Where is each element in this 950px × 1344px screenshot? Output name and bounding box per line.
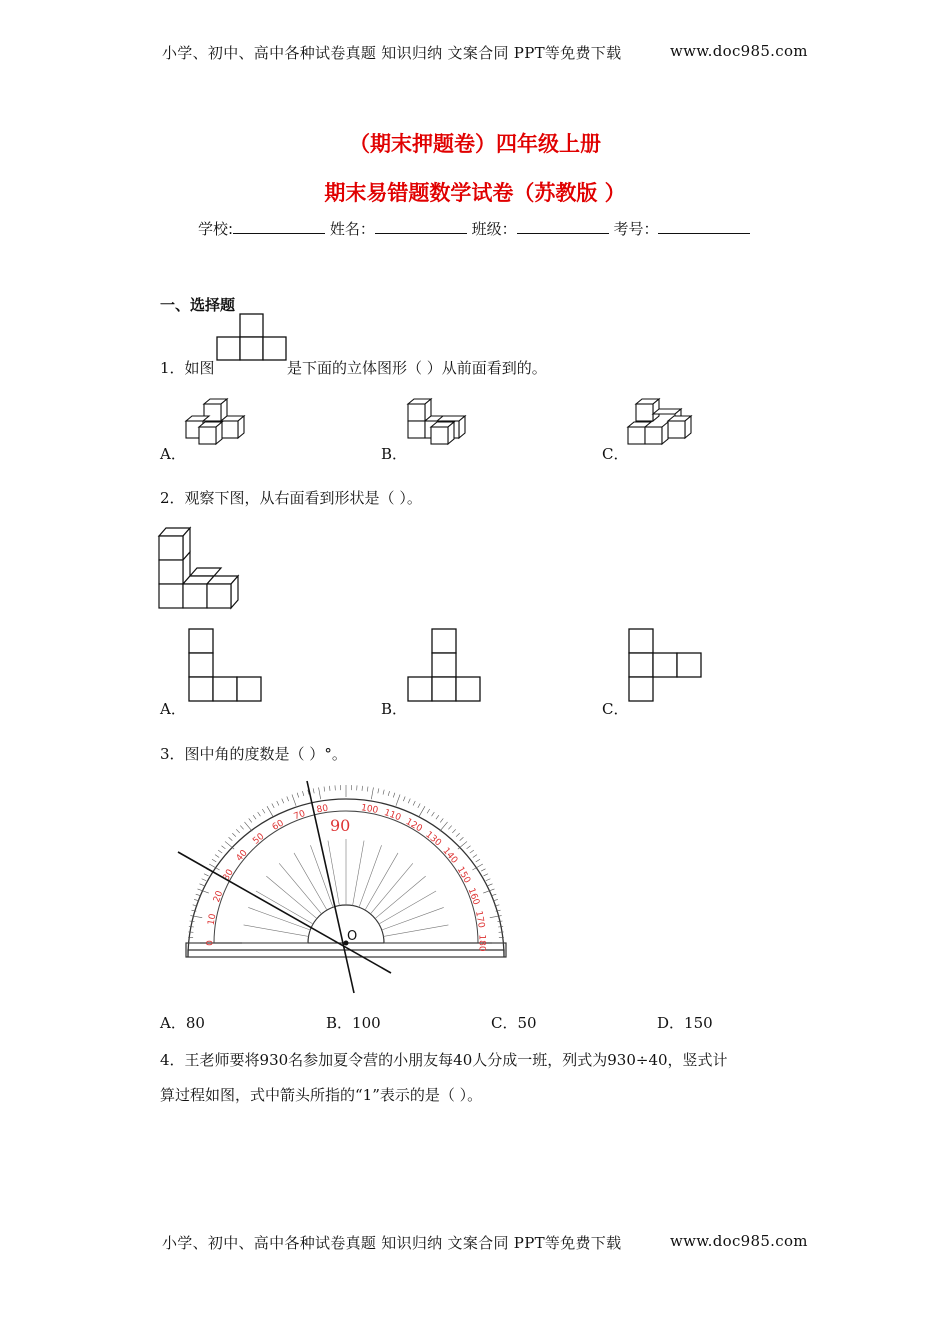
protractor-tick	[460, 837, 464, 840]
protractor-tick	[267, 806, 273, 816]
protractor-tick	[488, 884, 493, 886]
protractor-tick	[476, 859, 480, 862]
footer-site-link[interactable]: www.doc985.com	[670, 1232, 808, 1250]
protractor-scale-label: 150	[454, 865, 472, 886]
protractor-radial-line	[383, 925, 448, 936]
name-label: 姓名：	[329, 220, 375, 238]
page-title-line2: 期末易错题数学试卷（苏教版 ）	[324, 181, 626, 205]
number-blank[interactable]	[658, 219, 750, 234]
q4-line1: 4．王老师要将930名参加夏令营的小朋友每40人分成一班，列式为930÷40，竖式计	[160, 1051, 728, 1069]
protractor-scale-label: 180	[476, 934, 487, 952]
protractor-radial-line	[365, 853, 398, 910]
protractor-tick	[329, 786, 330, 791]
q4-line2: 算过程如图，式中箭头所指的“1”表示的是（ ）。	[160, 1086, 483, 1104]
protractor-tick	[436, 815, 439, 819]
protractor-tick	[221, 846, 225, 849]
q3-option-b[interactable]: B．100	[326, 1014, 381, 1032]
q1-front-view-figure	[217, 313, 287, 361]
protractor-radial-line	[353, 841, 364, 906]
protractor-tick	[473, 855, 477, 858]
protractor-tick	[319, 787, 321, 799]
protractor-tick	[393, 793, 395, 798]
q3-option-d[interactable]: D．150	[657, 1014, 713, 1032]
protractor-tick	[367, 787, 368, 792]
protractor-scale-label: 110	[382, 808, 403, 824]
protractor-tick	[313, 788, 314, 793]
school-label: 学校:	[198, 220, 234, 238]
protractor-scale-label: 170	[473, 910, 486, 929]
protractor-radial-line	[266, 876, 317, 918]
protractor-scale-label: 130	[423, 829, 443, 849]
protractor-scale-label: 0	[205, 940, 216, 946]
q3-text: 3．图中角的度数是（ ）°。	[160, 745, 347, 763]
protractor-tick	[486, 879, 491, 881]
protractor-scale-label: 120	[403, 817, 424, 835]
protractor-tick	[427, 809, 430, 813]
q1-option-c[interactable]: C．	[602, 445, 629, 463]
protractor-radial-line	[294, 853, 327, 910]
protractor-radial-line	[359, 845, 382, 907]
protractor-tick	[196, 894, 201, 896]
protractor-tick	[498, 926, 503, 927]
protractor-scale-label: 70	[292, 809, 307, 823]
protractor-tick	[302, 791, 303, 796]
protractor-tick	[419, 806, 425, 816]
student-info-fields	[198, 218, 750, 239]
protractor-tick	[190, 916, 202, 918]
q1-suffix: 是下面的立体图形（ ）从前面看到的。	[287, 359, 547, 377]
q1-prefix: 1．如图	[160, 359, 215, 377]
q1-option-a[interactable]: A．	[160, 445, 186, 463]
header-text: 小学、初中、高中各种试卷真题 知识归纳 文案合同 PPT等免费下载	[162, 44, 622, 62]
protractor-tick	[277, 801, 279, 805]
protractor-center-arc	[308, 905, 384, 943]
q1-option-b-cubes	[407, 398, 469, 448]
protractor-tick	[292, 795, 296, 806]
page-title-line1: （期末押题卷）四年级上册	[349, 132, 601, 156]
protractor-tick	[396, 795, 400, 806]
protractor-tick	[388, 791, 389, 796]
protractor-scale-label: 60	[270, 818, 286, 833]
q3-option-c[interactable]: C．50	[491, 1014, 537, 1032]
q2-option-a[interactable]: A．	[160, 700, 186, 718]
q1-option-b[interactable]: B．	[381, 445, 408, 463]
protractor-tick	[498, 921, 503, 922]
protractor-tick	[408, 799, 410, 804]
name-blank[interactable]	[375, 219, 467, 234]
q2-option-b[interactable]: B．	[381, 700, 408, 718]
protractor-tick	[440, 818, 443, 822]
protractor-tick	[258, 812, 261, 816]
protractor-tick	[403, 797, 405, 802]
q2-option-a-view	[188, 628, 264, 704]
header-site-link[interactable]: www.doc985.com	[670, 42, 808, 60]
q2-option-b-view	[407, 628, 483, 704]
protractor-radial-line	[279, 863, 321, 914]
protractor-tick	[432, 812, 435, 816]
protractor-radial-line	[375, 876, 426, 918]
protractor-tick	[262, 809, 265, 813]
protractor-tick	[467, 846, 471, 849]
protractor-tick	[240, 826, 243, 830]
class-label: 班级：	[471, 220, 517, 238]
protractor-radial-line	[370, 863, 412, 914]
protractor-scale-label: 160	[465, 886, 481, 907]
protractor-tick	[484, 874, 488, 876]
protractor-tick	[413, 801, 415, 805]
angle-ray-top	[307, 781, 354, 993]
protractor-radial-line	[382, 907, 444, 930]
protractor-radial-line	[248, 907, 310, 930]
protractor-scale-label: 80	[315, 803, 329, 816]
protractor-tick	[362, 786, 363, 791]
protractor-tick	[481, 869, 485, 871]
q2-option-c-view	[628, 628, 704, 704]
protractor-tick	[448, 826, 451, 830]
protractor-tick	[458, 841, 467, 849]
protractor-tick	[371, 787, 373, 799]
protractor-tick	[456, 833, 460, 836]
protractor-tick	[202, 879, 207, 881]
protractor-tick	[418, 803, 420, 807]
protractor-tick	[244, 822, 252, 831]
protractor-tick	[190, 921, 195, 922]
protractor-tick	[378, 788, 379, 793]
number-label: 考号：	[613, 220, 659, 238]
protractor-tick	[212, 859, 216, 862]
protractor-tick	[189, 926, 194, 927]
protractor-tick	[249, 818, 252, 822]
protractor-tick	[225, 841, 234, 849]
q3-option-a[interactable]: A．80	[160, 1014, 205, 1032]
protractor-radial-line	[379, 891, 436, 924]
protractor-tick	[253, 815, 256, 819]
protractor-tick	[229, 837, 233, 840]
class-blank[interactable]	[517, 219, 609, 234]
q2-cube-stack-figure	[158, 527, 244, 613]
protractor-tick	[492, 894, 497, 896]
protractor-center-label: O	[347, 929, 358, 944]
protractor-scale-label: 10	[206, 912, 219, 926]
protractor-tick	[236, 829, 239, 833]
protractor-radial-line	[256, 891, 313, 924]
protractor-scale-label: 40	[234, 848, 250, 864]
protractor-tick	[218, 850, 222, 853]
protractor-scale-label: 20	[212, 889, 226, 904]
protractor-radial-line	[328, 841, 339, 906]
protractor-scale-label: 140	[440, 846, 460, 866]
q3-protractor-figure	[170, 775, 520, 1000]
protractor-scale-label: 100	[360, 803, 379, 816]
protractor-tick	[282, 799, 284, 804]
protractor-scale-label: 50	[251, 831, 267, 847]
protractor-tick	[215, 855, 219, 858]
protractor-tick	[452, 829, 455, 833]
footer-text: 小学、初中、高中各种试卷真题 知识归纳 文案合同 PPT等免费下载	[162, 1234, 622, 1252]
protractor-radial-line	[310, 845, 333, 907]
protractor-tick	[470, 850, 474, 853]
protractor-tick	[297, 793, 299, 798]
protractor-scale-label: 30	[221, 867, 236, 883]
section-heading: 一、选择题	[160, 296, 236, 314]
protractor-tick	[490, 916, 502, 918]
protractor-tick	[204, 874, 208, 876]
q1-option-a-cubes	[186, 398, 248, 448]
protractor-tick	[440, 822, 448, 831]
protractor-tick	[383, 790, 384, 795]
protractor-tick	[324, 787, 325, 792]
protractor-tick	[232, 833, 236, 836]
protractor-radial-line	[244, 925, 309, 936]
q2-option-c[interactable]: C．	[602, 700, 629, 718]
protractor-90-label: 90	[330, 816, 351, 835]
q1-option-c-cubes	[628, 398, 694, 448]
protractor-tick	[200, 884, 205, 886]
protractor-tick	[272, 803, 274, 807]
protractor-tick	[287, 797, 289, 802]
school-blank[interactable]	[233, 219, 325, 234]
q2-text: 2．观察下图，从右面看到形状是（ ）。	[160, 489, 422, 507]
